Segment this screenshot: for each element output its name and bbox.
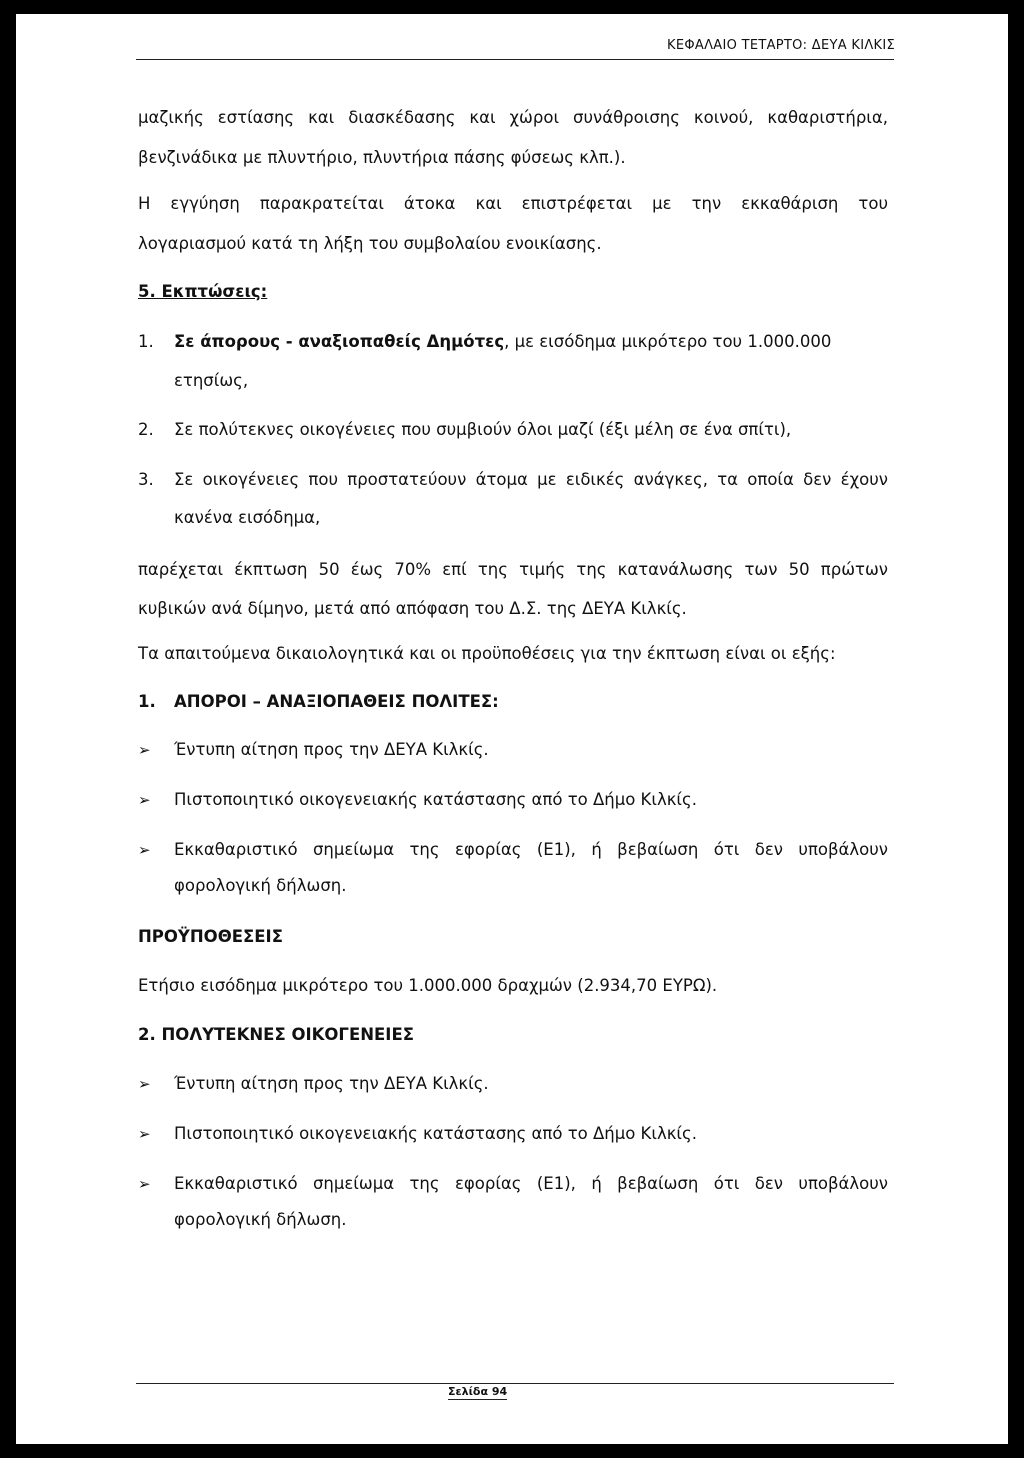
header-rule bbox=[136, 59, 894, 60]
item-1-line-1 bbox=[174, 332, 831, 352]
s2-bullet-3-line-1: Εκκαθαριστικό σημείωμα της εφορίας (Ε1), ή βεβαίωση ότι δεν υποβάλουν bbox=[174, 1174, 888, 1193]
conditions-text: Ετήσιο εισόδημα μικρότερο του 1.000.000 δραχμών (2.934,70 ΕΥΡΩ). bbox=[138, 976, 718, 995]
item-1-bold: Σε άπορους - αναξιοπαθείς Δημότες bbox=[174, 332, 505, 351]
bullet-arrow-icon: ➢ bbox=[138, 841, 151, 859]
item-1-rest: , με εισόδημα μικρότερο του 1.000.000 bbox=[504, 332, 832, 351]
discount-line-1: παρέχεται έκπτωση 50 έως 70% επί της τιμής της κατανάλωσης των 50 πρώτων bbox=[138, 560, 888, 579]
section-5-heading: 5. Εκπτώσεις: bbox=[138, 282, 268, 301]
bullet-arrow-icon: ➢ bbox=[138, 1175, 151, 1193]
bullet-arrow-icon: ➢ bbox=[138, 791, 151, 809]
item-3-line-2: κανένα εισόδημα, bbox=[174, 508, 321, 527]
bullet-arrow-icon: ➢ bbox=[138, 1075, 151, 1093]
item-2-number: 2. bbox=[138, 420, 154, 439]
heading-1-title: ΑΠΟΡΟΙ – ΑΝΑΞΙΟΠΑΘΕΙΣ ΠΟΛΙΤΕΣ: bbox=[174, 692, 499, 711]
conditions-heading: ΠΡΟΫΠΟΘΕΣΕΙΣ bbox=[138, 927, 283, 946]
discount-line-2: κυβικών ανά δίμηνο, μετά από απόφαση του Δ.Σ. της ΔΕΥΑ Κιλκίς. bbox=[138, 599, 687, 618]
running-header: ΚΕΦΑΛΑΙΟ ΤΕΤΑΡΤΟ: ΔΕΥΑ ΚΙΛΚΙΣ bbox=[667, 38, 895, 53]
page-number: Σελίδα 94 bbox=[448, 1385, 508, 1398]
intro-line-2: βενζινάδικα με πλυντήριο, πλυντήρια πάσης φύσεως κλπ.). bbox=[138, 148, 626, 167]
s1-bullet-2: Πιστοποιητικό οικογενειακής κατάστασης από το Δήμο Κιλκίς. bbox=[174, 790, 697, 809]
item-1-number: 1. bbox=[138, 332, 154, 351]
item-2-text: Σε πολύτεκνες οικογένειες που συμβιούν όλοι μαζί (έξι μέλη σε ένα σπίτι), bbox=[174, 420, 792, 439]
s1-bullet-1: Έντυπη αίτηση προς την ΔΕΥΑ Κιλκίς. bbox=[174, 740, 489, 759]
item-3-line-1: Σε οικογένειες που προστατεύουν άτομα με ειδικές ανάγκες, τα οποία δεν έχουν bbox=[174, 470, 888, 489]
s1-bullet-3-line-2: φορολογική δήλωση. bbox=[174, 876, 347, 895]
bullet-arrow-icon: ➢ bbox=[138, 1125, 151, 1143]
item-1-line-2: ετησίως, bbox=[174, 371, 249, 390]
document-page bbox=[16, 14, 1008, 1444]
intro-line-1: μαζικής εστίασης και διασκέδασης και χώροι συνάθροισης κοινού, καθαριστήρια, bbox=[138, 108, 888, 127]
s2-bullet-1: Έντυπη αίτηση προς την ΔΕΥΑ Κιλκίς. bbox=[174, 1074, 489, 1093]
guarantee-line-2: λογαριασμού κατά τη λήξη του συμβολαίου ενοικίασης. bbox=[138, 234, 602, 253]
heading-1-number: 1. bbox=[138, 692, 156, 711]
item-3-number: 3. bbox=[138, 470, 154, 489]
heading-2-title: 2. ΠΟΛΥΤΕΚΝΕΣ ΟΙΚΟΓΕΝΕΙΕΣ bbox=[138, 1025, 414, 1044]
s1-bullet-3-line-1: Εκκαθαριστικό σημείωμα της εφορίας (Ε1), ή βεβαίωση ότι δεν υποβάλουν bbox=[174, 840, 888, 859]
bullet-arrow-icon: ➢ bbox=[138, 741, 151, 759]
s2-bullet-3-line-2: φορολογική δήλωση. bbox=[174, 1210, 347, 1229]
s2-bullet-2: Πιστοποιητικό οικογενειακής κατάστασης από το Δήμο Κιλκίς. bbox=[174, 1124, 697, 1143]
required-docs-text: Τα απαιτούμενα δικαιολογητικά και οι προϋποθέσεις για την έκπτωση είναι οι εξής: bbox=[138, 644, 836, 663]
guarantee-line-1: Η εγγύηση παρακρατείται άτοκα και επιστρέφεται με την εκκαθάριση του bbox=[138, 194, 888, 213]
footer-rule bbox=[136, 1383, 894, 1384]
